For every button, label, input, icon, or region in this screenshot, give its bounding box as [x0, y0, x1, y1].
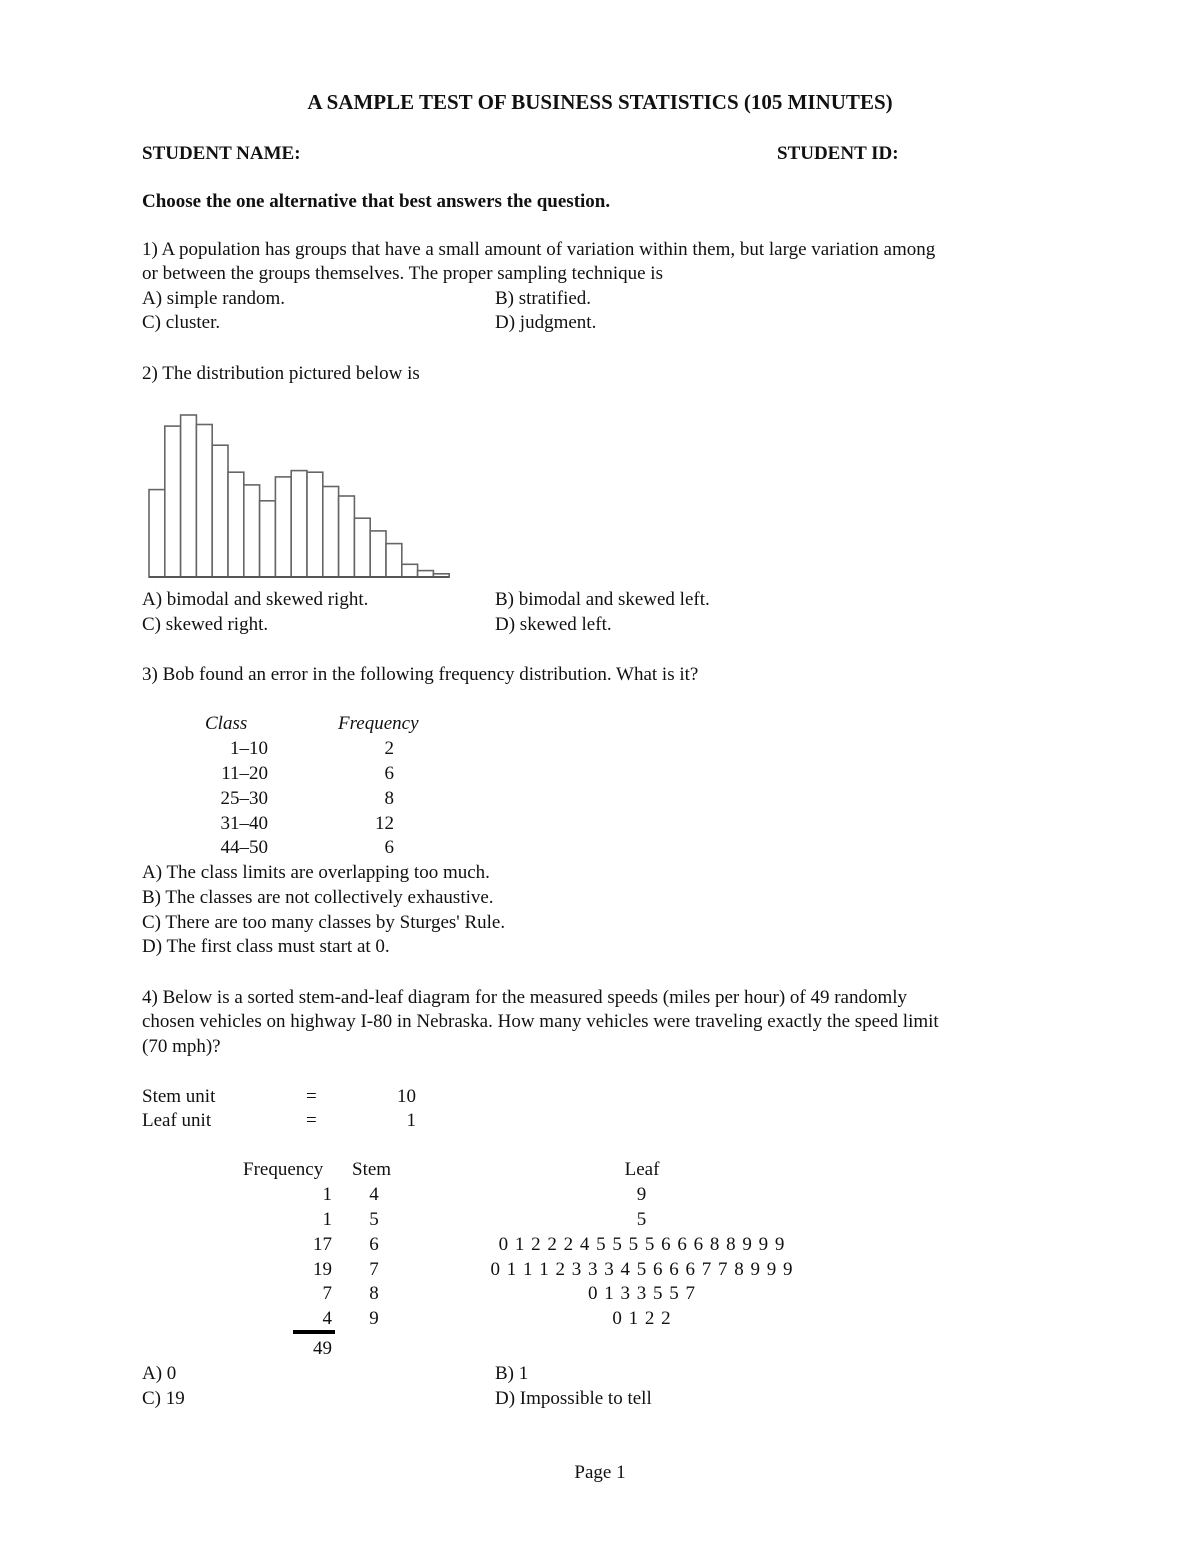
q4-option-d: D) Impossible to tell [495, 1388, 652, 1409]
q3-class-cell: 31–40 [220, 813, 268, 834]
sl-freq-cell: 19 [313, 1259, 332, 1280]
histogram-bar [307, 472, 323, 577]
sl-freq-cell: 7 [322, 1283, 332, 1304]
q3-class-cell: 44–50 [220, 837, 268, 858]
q4-option-a: A) 0 [142, 1363, 177, 1384]
q3-freq-cell: 2 [384, 738, 394, 759]
student-name-label: STUDENT NAME: [142, 143, 301, 164]
histogram-bar [386, 544, 402, 577]
histogram-bar [165, 426, 181, 577]
sl-col-stem: Stem [352, 1159, 392, 1180]
histogram-bar [275, 477, 291, 577]
q3-class-cell: 11–20 [221, 763, 268, 784]
q2-option-a: A) bimodal and skewed right. [142, 589, 369, 610]
sl-total: 49 [313, 1338, 332, 1359]
q1-option-d: D) judgment. [495, 312, 597, 333]
student-id-label: STUDENT ID: [777, 143, 899, 164]
histogram-bar [402, 564, 418, 577]
q3-freq-cell: 6 [384, 837, 394, 858]
page-title: A SAMPLE TEST OF BUSINESS STATISTICS (105 MINUTES) [307, 90, 893, 114]
q3-class-cell: 25–30 [220, 788, 268, 809]
histogram-bar [291, 471, 307, 577]
q1-option-c: C) cluster. [142, 312, 221, 333]
q3-option-a: A) The class limits are overlapping too much. [142, 862, 490, 883]
total-divider [293, 1330, 335, 1334]
sl-col-frequency: Frequency [243, 1159, 324, 1180]
q3-freq-cell: 6 [384, 763, 394, 784]
sl-stem-cell: 9 [369, 1308, 379, 1329]
histogram-bar [323, 487, 339, 578]
stem-unit-equals: = [306, 1086, 317, 1107]
leaf-unit-equals: = [306, 1110, 317, 1131]
sl-stem-cell: 4 [369, 1184, 379, 1205]
sl-freq-cell: 1 [322, 1209, 332, 1230]
q2-option-d: D) skewed left. [495, 614, 612, 635]
q1-option-a: A) simple random. [142, 288, 286, 309]
histogram-bar [228, 472, 244, 577]
stem-unit-value: 10 [397, 1086, 416, 1107]
sl-leaf-cell: 0 1 3 3 5 5 7 [588, 1283, 696, 1304]
q3-col-frequency: Frequency [338, 713, 419, 734]
stem-unit-label: Stem unit [142, 1086, 216, 1107]
sl-freq-cell: 4 [322, 1308, 332, 1329]
histogram-bar [196, 425, 212, 578]
q4-text-line1: 4) Below is a sorted stem-and-leaf diagram for the measured speeds (miles per hour) of 49 randomly [142, 987, 908, 1008]
leaf-unit-value: 1 [406, 1110, 416, 1131]
histogram-bar [260, 501, 276, 577]
sl-stem-cell: 8 [369, 1283, 379, 1304]
q3-option-b: B) The classes are not collectively exhaustive. [142, 887, 494, 908]
sl-leaf-cell: 0 1 2 2 2 4 5 5 5 5 6 6 6 8 8 9 9 9 [498, 1234, 786, 1255]
q1-text-line2: or between the groups themselves. The proper sampling technique is [142, 263, 663, 284]
histogram-bar [244, 485, 260, 577]
histogram-bar [354, 518, 370, 577]
q4-option-c: C) 19 [142, 1388, 185, 1409]
leaf-unit-label: Leaf unit [142, 1110, 212, 1131]
instructions: Choose the one alternative that best answers the question. [142, 191, 611, 212]
histogram-bar [181, 415, 197, 577]
sl-leaf-cell: 5 [636, 1209, 648, 1230]
histogram-bar [149, 490, 165, 577]
q3-option-d: D) The first class must start at 0. [142, 936, 390, 957]
sl-stem-cell: 5 [369, 1209, 379, 1230]
q3-freq-cell: 12 [375, 813, 394, 834]
histogram-bar [370, 531, 386, 577]
sl-stem-cell: 7 [369, 1259, 379, 1280]
q1-text-line1: 1) A population has groups that have a small amount of variation within them, but large variation among [142, 239, 936, 260]
q4-option-b: B) 1 [495, 1363, 529, 1384]
q3-option-c: C) There are too many classes by Sturges' Rule. [142, 912, 506, 933]
q4-text-line2: chosen vehicles on highway I-80 in Nebraska. How many vehicles were traveling exactly the speed limit [142, 1011, 939, 1032]
sl-leaf-cell: 0 1 2 2 [612, 1308, 672, 1329]
page-number: Page 1 [574, 1462, 626, 1483]
histogram-bar [339, 496, 355, 577]
q4-text-line3: (70 mph)? [142, 1036, 221, 1057]
sl-col-leaf: Leaf [624, 1159, 660, 1180]
q2-text: 2) The distribution pictured below is [142, 363, 420, 384]
sl-leaf-cell: 0 1 1 1 2 3 3 3 4 5 6 6 6 7 7 8 9 9 9 [490, 1259, 794, 1280]
q3-freq-cell: 8 [384, 788, 394, 809]
q3-text: 3) Bob found an error in the following frequency distribution. What is it? [142, 664, 699, 685]
histogram-bar [212, 445, 228, 577]
q2-option-b: B) bimodal and skewed left. [495, 589, 710, 610]
q3-class-cell: 1–10 [230, 738, 268, 759]
sl-leaf-cell: 9 [636, 1184, 648, 1205]
q2-option-c: C) skewed right. [142, 614, 269, 635]
sl-freq-cell: 17 [313, 1234, 332, 1255]
q3-col-class: Class [205, 713, 248, 734]
q1-option-b: B) stratified. [495, 288, 592, 309]
sl-stem-cell: 6 [369, 1234, 379, 1255]
histogram-chart [145, 405, 457, 585]
sl-freq-cell: 1 [322, 1184, 332, 1205]
